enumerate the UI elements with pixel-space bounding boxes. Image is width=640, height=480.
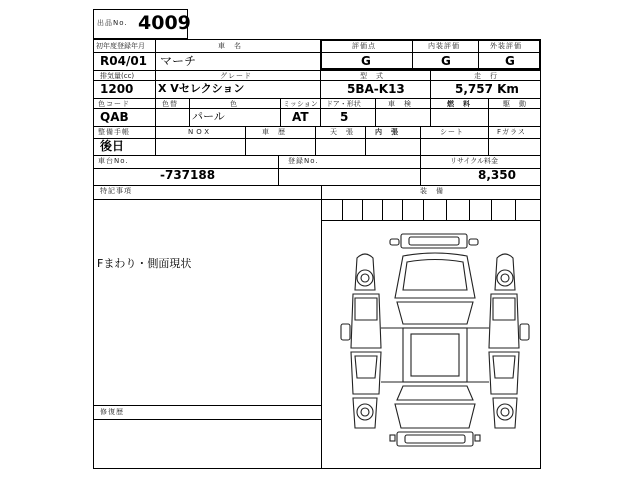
lot-number-label: 出品No. — [97, 19, 128, 27]
history-label: 車 歴 — [262, 128, 286, 136]
interior-lining-label: 内 張 — [375, 128, 399, 136]
exterior-score-label: 外装評価 — [490, 42, 522, 50]
interior-score-label: 内装評価 — [428, 42, 460, 50]
inspection-label: 車 検 — [388, 100, 412, 108]
color-code-label: 色コード — [98, 100, 130, 108]
chassis-no-label: 車台No. — [98, 157, 129, 165]
lot-number: 4009 — [138, 12, 191, 34]
displacement-value: 1200 — [100, 82, 134, 96]
doors-value: 5 — [340, 110, 349, 124]
color-code-value: QAB — [100, 110, 129, 124]
repair-history-label: 修復歴 — [100, 408, 124, 416]
fuel-label: 燃 料 — [447, 100, 471, 108]
car-name-label: 車 名 — [218, 42, 242, 50]
displacement-label: 排気量(cc) — [100, 72, 135, 80]
transmission-label: ミッション — [283, 100, 318, 108]
manual-value: 後日 — [100, 139, 125, 153]
equipment-label: 装 備 — [420, 187, 444, 195]
reg-year-value: R04/01 — [100, 54, 148, 68]
manual-label: 整備手帳 — [98, 128, 130, 136]
transmission-value: AT — [292, 110, 309, 124]
model-value: 5BA-K13 — [347, 82, 405, 96]
color-label: 色 — [230, 100, 238, 108]
model-label: 型 式 — [360, 72, 384, 80]
car-name-value: マーチ — [160, 54, 197, 68]
notes-value: Fまわり・側面現状 — [97, 257, 192, 270]
door-shape-label: ドア・形状 — [326, 100, 361, 108]
exterior-score-value: G — [505, 54, 515, 68]
chassis-no-value: -737188 — [160, 168, 216, 182]
mileage-value: 5,757 Km — [455, 82, 519, 96]
fglass-label: Fガラス — [497, 128, 526, 136]
color-value: パール — [192, 110, 225, 123]
recycle-label: リサイクル料金 — [450, 157, 499, 165]
color-change-label: 色替 — [162, 100, 178, 108]
score-value: G — [361, 54, 371, 68]
seat-label: シート — [440, 128, 464, 136]
reg-year-label: 初年度登録年月 — [96, 42, 145, 50]
drive-label: 駆 動 — [503, 100, 527, 108]
reg-no-label: 登録No. — [288, 157, 319, 165]
grade-label: グレード — [220, 72, 252, 80]
sunroof-label: 天 張 — [330, 128, 354, 136]
notes-label: 特記事項 — [100, 187, 132, 195]
nox-label: NOX — [188, 128, 213, 136]
score-label: 評価点 — [352, 42, 376, 50]
recycle-value: 8,350 — [478, 168, 516, 182]
interior-score-value: G — [441, 54, 451, 68]
grade-value: X Vセレクション — [158, 82, 245, 95]
mileage-label: 走 行 — [474, 72, 498, 80]
car-damage-diagram — [335, 228, 535, 458]
